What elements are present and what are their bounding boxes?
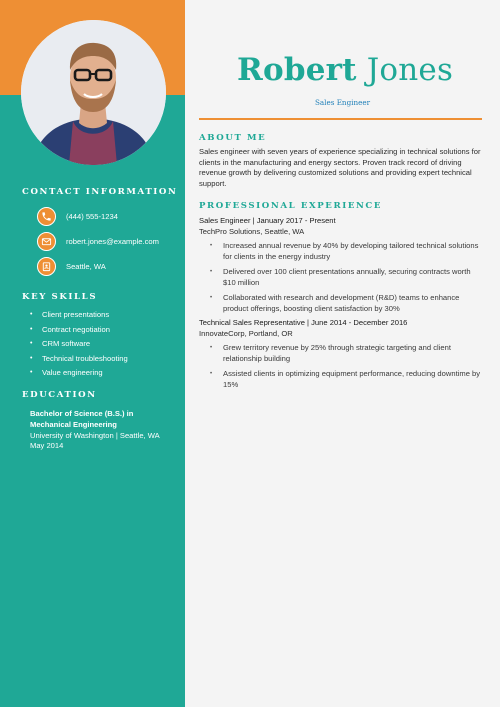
education-school: University of Washington | Seattle, WA	[30, 430, 160, 440]
job-company: TechPro Solutions, Seattle, WA	[199, 226, 305, 236]
job-bullet: • Grew territory revenue by 25% through strategic targeting and client relationship building	[210, 343, 482, 364]
job-company: InnovateCorp, Portland, OR	[199, 328, 293, 338]
job-bullet: • Collaborated with research and development (R&D) teams to enhance product offerings, boosting client satisfaction by 30%	[210, 293, 482, 314]
job-entry	[199, 216, 482, 319]
skill-item: • Client presentations	[30, 310, 128, 325]
email-text[interactable]: robert.jones@example.com	[66, 236, 159, 246]
job-title: Sales Engineer	[314, 98, 371, 107]
location-icon	[37, 257, 56, 276]
email-icon	[37, 232, 56, 251]
job-bullet: • Increased annual revenue by 40% by developing tailored technical solutions for clients in the energy industry	[210, 241, 482, 262]
job-bullet: • Assisted clients in optimizing equipment performance, reducing downtime by 15%	[210, 369, 482, 390]
job-bullets	[210, 343, 482, 390]
location-text: Seattle, WA	[66, 261, 106, 271]
skills-list	[30, 310, 128, 383]
job-entry	[199, 318, 482, 395]
contact-heading: CONTACT INFORMATION	[22, 187, 178, 197]
header-divider	[199, 118, 482, 120]
education-date: May 2014	[30, 441, 64, 451]
education-block	[30, 409, 160, 452]
candidate-name	[237, 52, 453, 88]
education-heading: EDUCATION	[22, 390, 97, 400]
skill-item: • CRM software	[30, 339, 128, 354]
contact-location	[37, 256, 106, 276]
contact-email	[37, 231, 159, 251]
profile-photo	[21, 20, 166, 165]
profile-photo-image	[21, 20, 166, 165]
skills-heading: KEY SKILLS	[22, 292, 98, 302]
last-name: Jones	[366, 52, 454, 88]
contact-phone	[37, 206, 118, 226]
degree-line-1: Bachelor of Science (B.S.) in	[30, 409, 134, 418]
job-role: Technical Sales Representative | June 2014 - December 2016	[199, 318, 408, 327]
skill-item: • Technical troubleshooting	[30, 354, 128, 369]
phone-text[interactable]: (444) 555-1234	[66, 211, 118, 221]
about-heading: ABOUT ME	[199, 133, 267, 143]
sidebar	[0, 0, 185, 707]
job-bullets	[210, 241, 482, 314]
job-role: Sales Engineer | January 2017 - Present	[199, 216, 336, 225]
skill-item: • Contract negotiation	[30, 325, 128, 340]
phone-icon	[37, 207, 56, 226]
degree-line-2: Mechanical Engineering	[30, 419, 117, 429]
experience-heading: PROFESSIONAL EXPERIENCE	[199, 201, 383, 211]
job-bullet: • Delivered over 100 client presentations annually, securing contracts worth $10 million	[210, 267, 482, 288]
about-text: Sales engineer with seven years of experience specializing in technical solutions for clients in the manufacturing and energy sectors. Proven track record of driving revenue growth by delivering customized solutions and providing expert technical support.	[199, 147, 481, 189]
first-name: Robert	[237, 52, 357, 88]
skill-item: • Value engineering	[30, 368, 128, 383]
